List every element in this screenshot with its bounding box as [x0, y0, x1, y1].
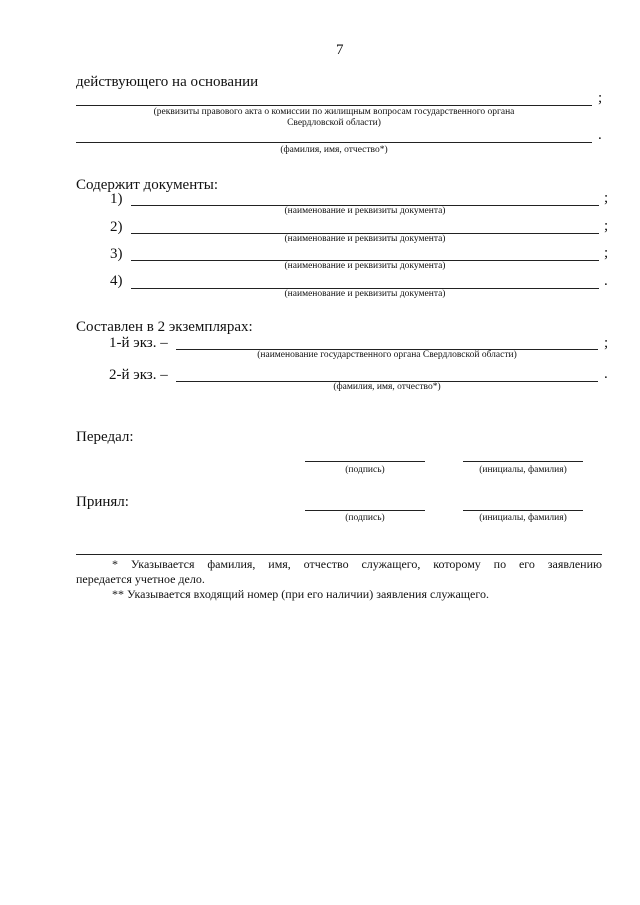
document-1-caption: (наименование и реквизиты документа) [284, 206, 446, 216]
handed-signature-caption: (подпись) [345, 465, 385, 475]
copy-1-semicolon: ; [604, 335, 609, 351]
copy-2-period: . [604, 366, 608, 382]
document-2-caption: (наименование и реквизиты документа) [284, 234, 446, 244]
received-signature-caption: (подпись) [345, 513, 385, 523]
basis-semicolon: ; [598, 90, 603, 106]
documents-heading: Содержит документы: [76, 177, 219, 193]
basis-label: действующего на основании [76, 74, 259, 90]
received-initials-line[interactable] [463, 510, 583, 511]
document-4-caption: (наименование и реквизиты документа) [284, 289, 446, 299]
handed-label: Передал: [76, 429, 134, 445]
received-label: Принял: [76, 494, 129, 510]
received-initials-caption: (инициалы, фамилия) [479, 513, 567, 523]
fio-caption: (фамилия, имя, отчество*) [280, 145, 388, 155]
footnote-1-line-1: * Указывается фамилия, имя, отчество служащего, которому по его заявлению [112, 557, 602, 571]
basis-caption-2: Свердловской области) [287, 118, 381, 128]
fio-period: . [598, 127, 602, 143]
copy-1-label: 1-й экз. – [109, 335, 168, 351]
handed-initials-caption: (инициалы, фамилия) [479, 465, 567, 475]
document-2-end: ; [604, 218, 609, 234]
footnote-1-line-2: передается учетное дело. [76, 572, 205, 586]
received-signature-line[interactable] [305, 510, 425, 511]
document-1-number: 1) [110, 191, 123, 207]
document-3-end: ; [604, 245, 609, 261]
handed-initials-line[interactable] [463, 461, 583, 462]
footnote-separator [76, 554, 602, 555]
document-4-end: . [604, 273, 608, 289]
basis-caption-1: (реквизиты правового акта о комиссии по жилищным вопросам государственного органа [153, 107, 515, 117]
copies-heading: Составлен в 2 экземплярах: [76, 319, 253, 335]
page-number: 7 [336, 42, 344, 58]
document-1-end: ; [604, 190, 609, 206]
handed-signature-line[interactable] [305, 461, 425, 462]
document-4-number: 4) [110, 273, 123, 289]
document-3-caption: (наименование и реквизиты документа) [284, 261, 446, 271]
copy-2-label: 2-й экз. – [109, 367, 168, 383]
document-2-number: 2) [110, 219, 123, 235]
footnote-2: ** Указывается входящий номер (при его наличии) заявления служащего. [112, 587, 489, 601]
copy-1-caption: (наименование государственного органа Свердловской области) [257, 350, 517, 360]
copy-2-caption: (фамилия, имя, отчество*) [333, 382, 441, 392]
fio-line[interactable] [76, 142, 592, 143]
basis-line[interactable] [76, 105, 592, 106]
document-3-number: 3) [110, 246, 123, 262]
